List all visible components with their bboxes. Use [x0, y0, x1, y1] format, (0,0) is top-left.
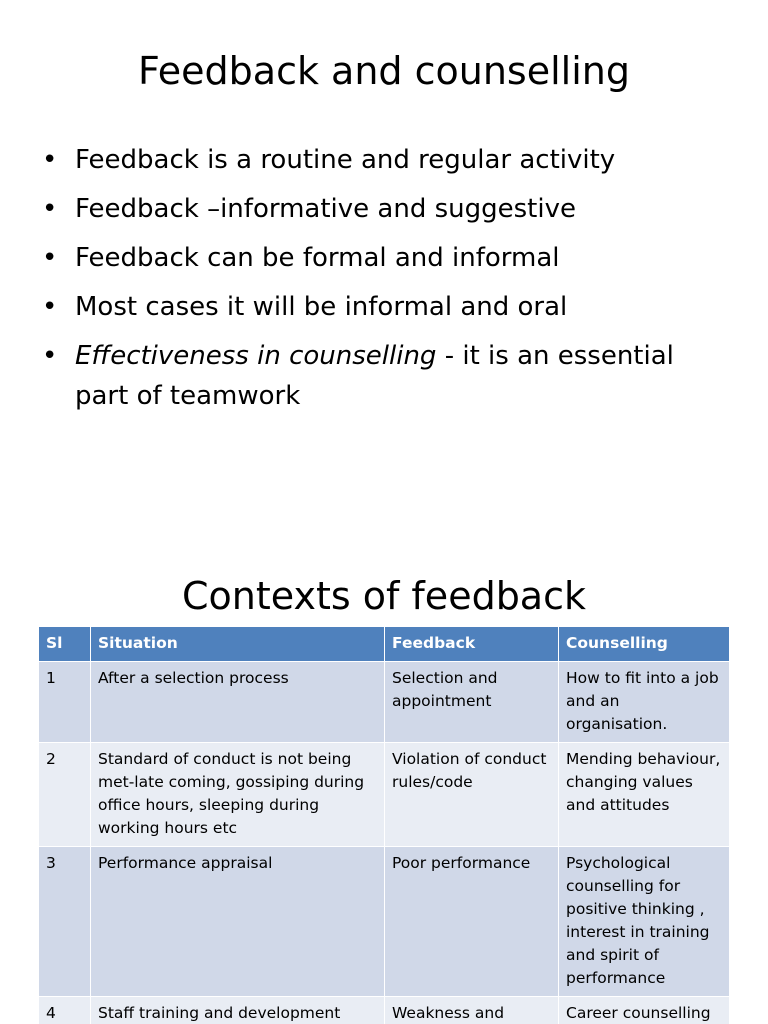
header-cell-situation: Situation: [91, 627, 385, 662]
table-row: [39, 847, 730, 997]
bullet-item: [42, 287, 722, 327]
bullet-text: - it is an essential part of teamwork: [75, 341, 674, 411]
table-header-row: [39, 627, 730, 662]
table-row: [39, 997, 730, 1024]
table-row: [39, 662, 730, 743]
cell-feedback: Poor performance: [385, 847, 559, 997]
cell-counselling: Mending behaviour, changing values and attitudes: [559, 743, 730, 847]
contexts-table: [38, 626, 730, 1024]
bullet-icon: •: [42, 292, 58, 322]
bullet-list: [42, 140, 722, 425]
cell-situation: Standard of conduct is not being met-late coming, gossiping during office hours, sleeping during working hours etc: [91, 743, 385, 847]
section-title: Contexts of feedback: [181, 574, 586, 618]
cell-feedback: Violation of conduct rules/code: [385, 743, 559, 847]
bullet-text: Feedback –informative and suggestive: [75, 194, 576, 224]
bullet-item: [42, 238, 722, 278]
cell-feedback: Selection and appointment: [385, 662, 559, 743]
bullet-icon: •: [42, 194, 58, 224]
bullet-icon: •: [42, 145, 58, 175]
cell-sl: 2: [39, 743, 91, 847]
header-cell-sl: Sl: [39, 627, 91, 662]
bullet-item: [42, 336, 722, 416]
table-row: [39, 743, 730, 847]
cell-counselling: How to fit into a job and an organisation.: [559, 662, 730, 743]
bullet-item: [42, 189, 722, 229]
bullet-icon: •: [42, 243, 58, 273]
cell-situation: Staff training and development: [91, 997, 385, 1024]
bullet-icon: •: [42, 341, 58, 371]
bullet-text: Feedback is a routine and regular activity: [75, 145, 616, 175]
bullet-item: [42, 140, 722, 180]
cell-feedback: Weakness and: [385, 997, 559, 1024]
cell-sl: 1: [39, 662, 91, 743]
cell-sl: 4: [39, 997, 91, 1024]
cell-counselling: Career counselling: [559, 997, 730, 1024]
bullet-emphasis: Effectiveness in counselling: [75, 341, 437, 371]
bullet-text: Most cases it will be informal and oral: [75, 292, 568, 322]
cell-sl: 3: [39, 847, 91, 997]
cell-counselling: Psychological counselling for positive thinking , interest in training and spirit of performance: [559, 847, 730, 997]
bullet-text: Feedback can be formal and informal: [75, 243, 560, 273]
header-cell-feedback: Feedback: [385, 627, 559, 662]
slide-title: Feedback and counselling: [138, 49, 630, 93]
cell-situation: After a selection process: [91, 662, 385, 743]
cell-situation: Performance appraisal: [91, 847, 385, 997]
header-cell-counselling: Counselling: [559, 627, 730, 662]
